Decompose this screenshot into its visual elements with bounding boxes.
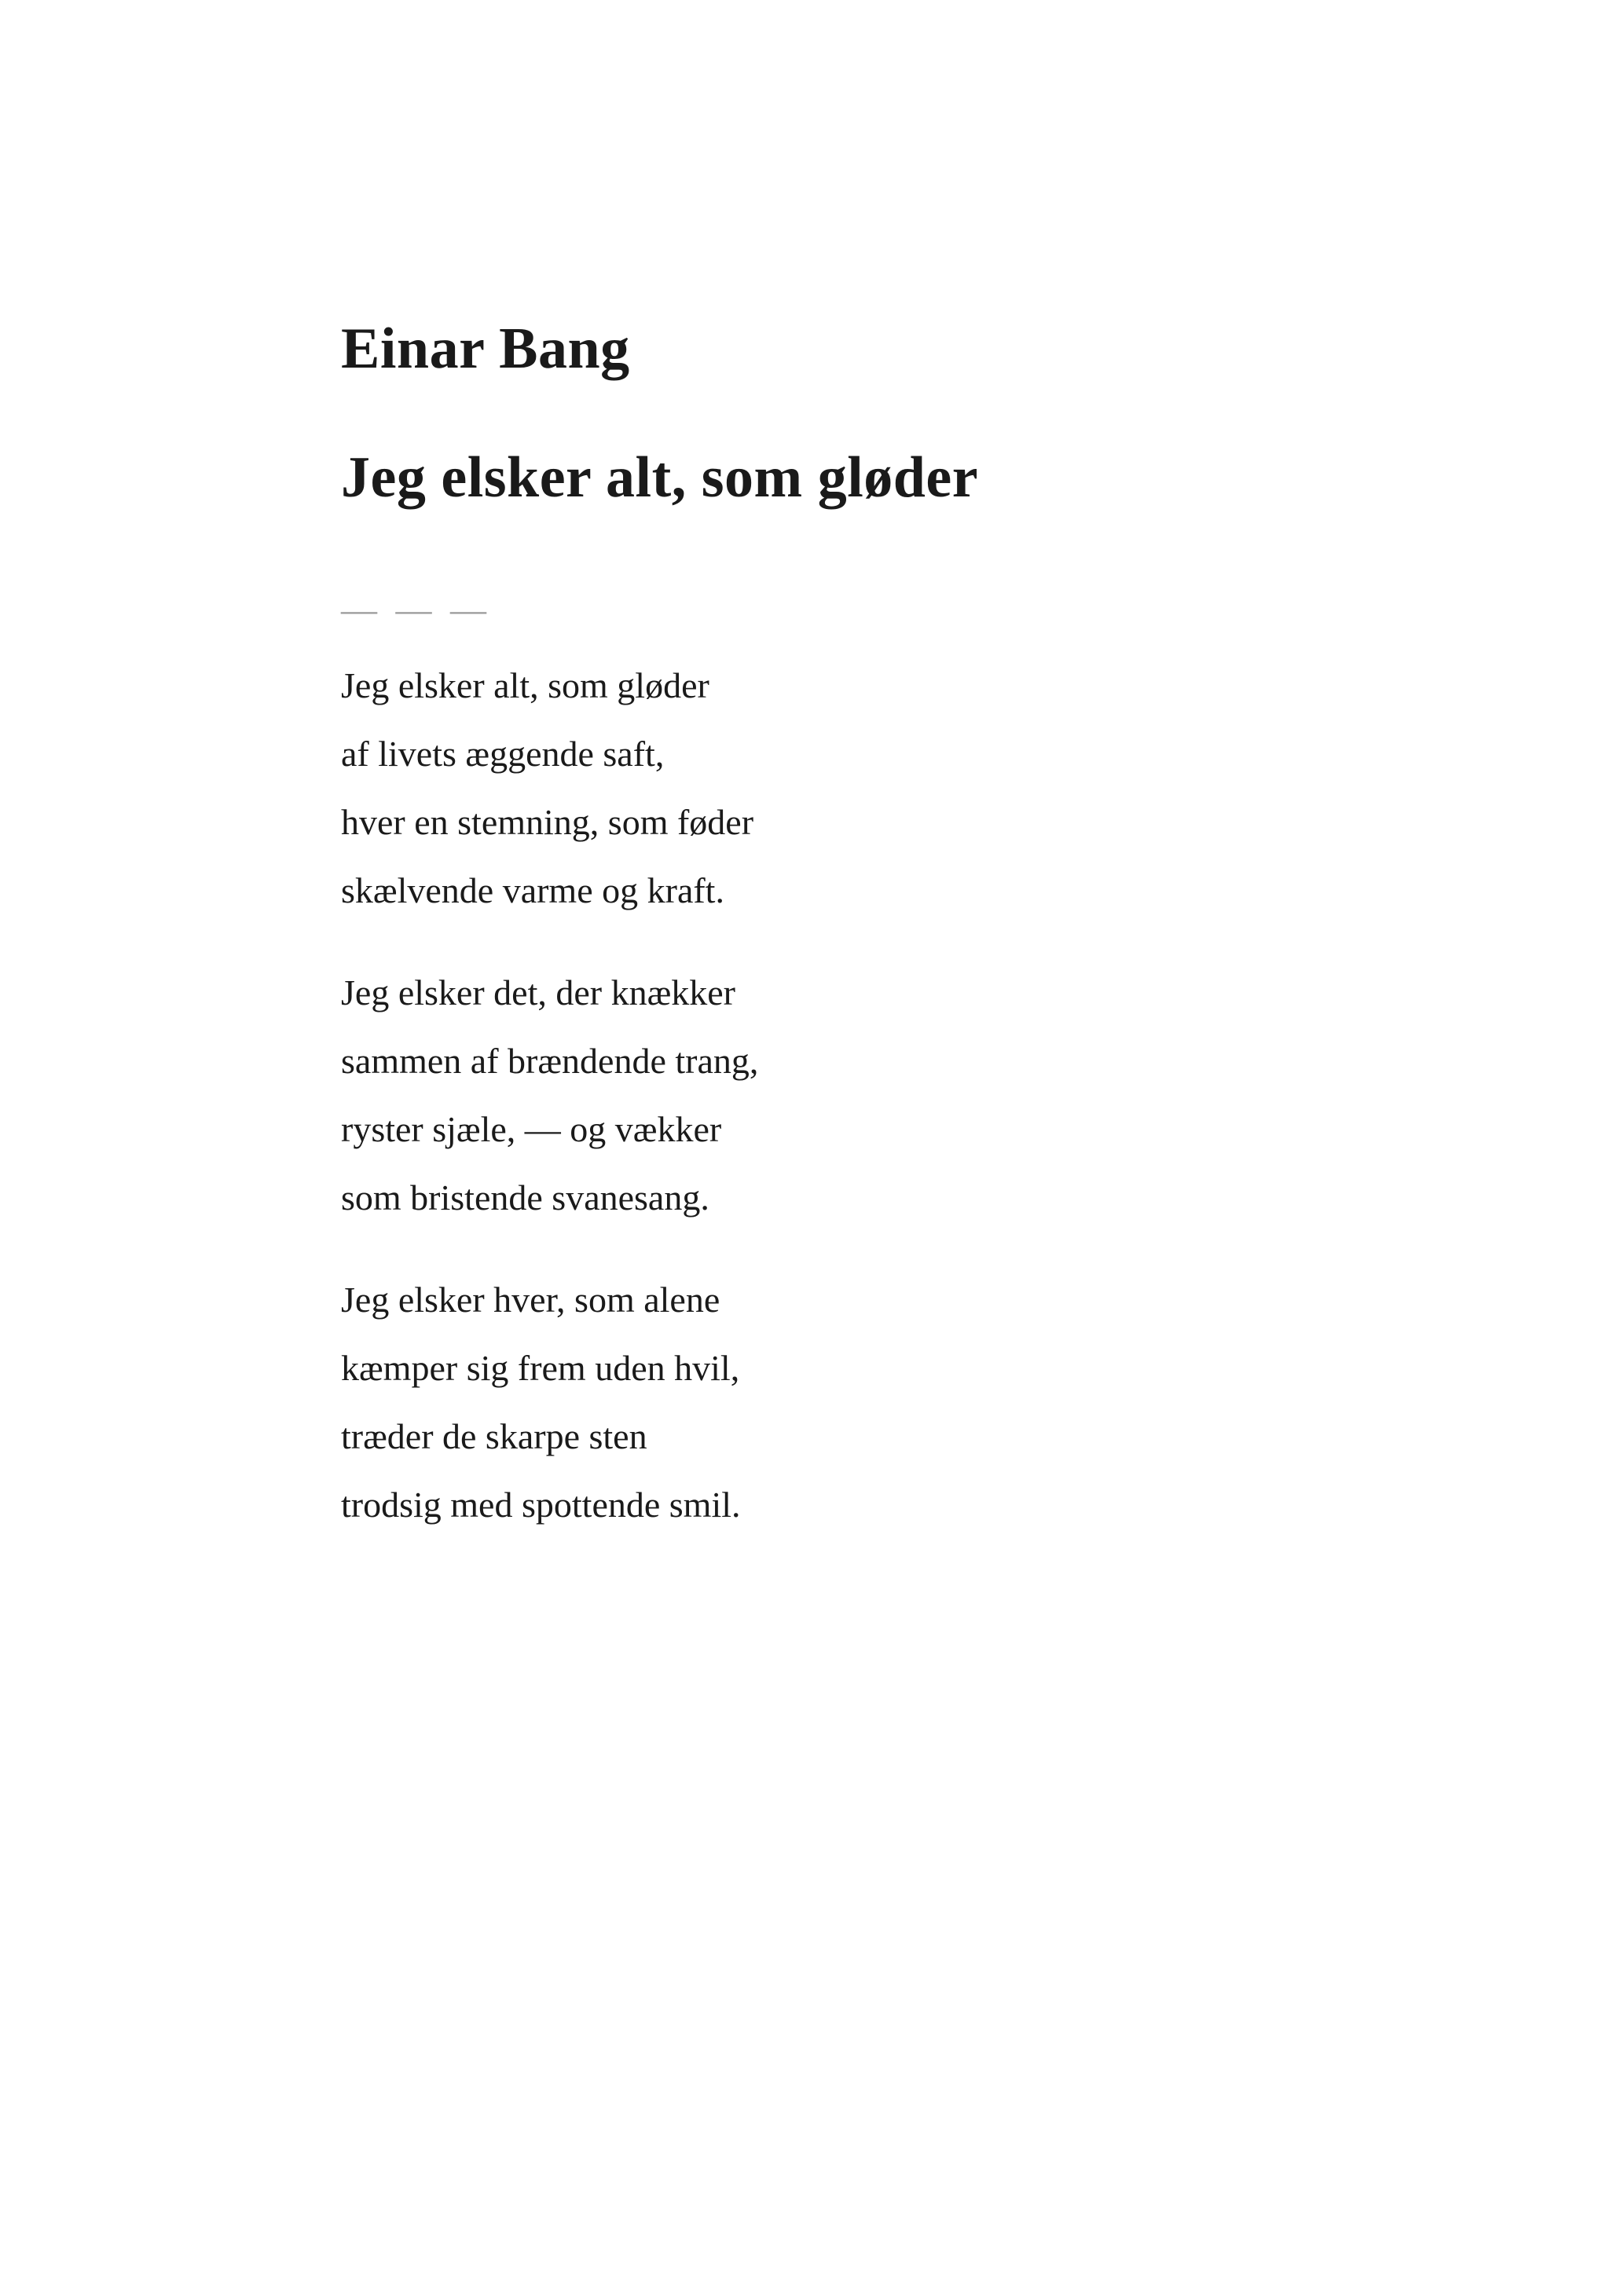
author-name: Einar Bang [341, 317, 630, 381]
poem-title: Jeg elsker alt, som gløder [341, 445, 979, 510]
verse-line: træder de skarpe sten [341, 1415, 647, 1456]
poem-stanza [341, 958, 1441, 1232]
verse-line: Jeg elsker det, der knækker [341, 972, 736, 1013]
verse-line: kæmper sig frem uden hvil, [341, 1347, 740, 1388]
verse-line: sammen af brændende trang, [341, 1040, 759, 1081]
verse-line: Jeg elsker hver, som alene [341, 1279, 720, 1320]
verse-line: skælvende varme og kraft. [341, 870, 724, 910]
verse-line: Jeg elsker alt, som gløder [341, 665, 709, 705]
poem-stanza [341, 651, 1441, 925]
verse-line: hver en stemning, som føder [341, 801, 754, 842]
verse-line: ryster sjæle, — og vækker [341, 1108, 722, 1149]
verse-line: af livets æggende saft, [341, 733, 665, 774]
page-content [341, 314, 1441, 1573]
section-separator: — — — [341, 588, 491, 629]
verse-line: som bristende svanesang. [341, 1177, 709, 1218]
verse-line: trodsig med spottende smil. [341, 1484, 741, 1525]
poem-stanza [341, 1265, 1441, 1539]
poem-body [341, 651, 1441, 1539]
